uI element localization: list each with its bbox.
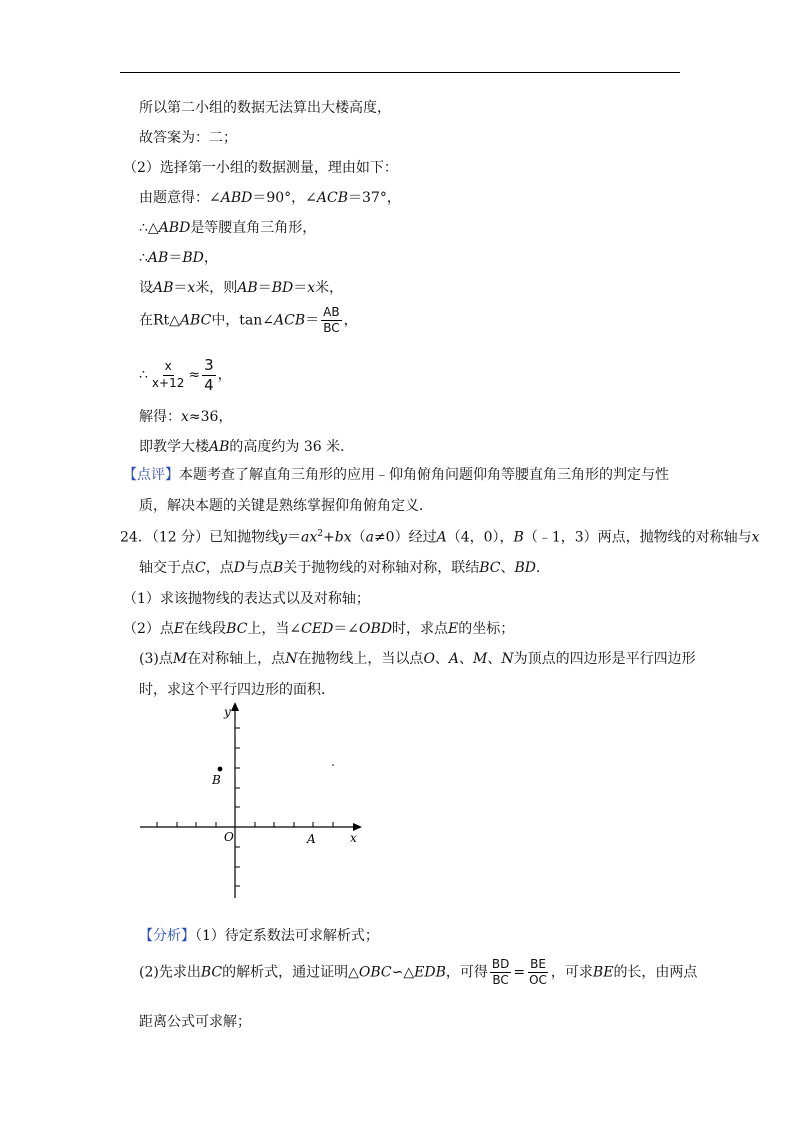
text-line-7: 设AB＝x米，则AB＝BD＝x米， (139, 280, 344, 296)
question-line-1: 24．（12 分）已知抛物线$y=ax^2+bx(a\ne 0)$经过A（4，0），B（﹣1，3）两点，抛物线的对称轴与x (120, 529, 760, 546)
fraction-be-oc: $\frac{BE}{OC}$ (529, 957, 547, 988)
origin-label: O (224, 830, 234, 844)
text-line-13: 质，解决本题的关键是熟练掌握仰角俯角定义． (139, 498, 433, 514)
comment-tag: 【点评】 (123, 467, 179, 483)
question-number: 24． (120, 529, 152, 546)
text-line-11: 即教学大楼AB的高度约为 36 米． (139, 439, 355, 455)
coordinate-graph (138, 700, 368, 900)
text-line-5: ∴△ABD是等腰直角三角形， (139, 220, 317, 236)
question-line-5: (3)点M在对称轴上，点N在抛物线上，当以点O、A、M、N为顶点的四边形是平行四边形 (139, 651, 696, 667)
fraction-3-over-4: $\frac{3}{4}$ (204, 356, 214, 394)
stray-dot (332, 764, 334, 766)
point-b (218, 767, 223, 772)
text-line-12: 【点评】本题考查了解直角三角形的应用﹣仰角俯角问题仰角等腰直角三角形的判定与性 (123, 467, 669, 483)
analysis-tag: 【分析】 (139, 928, 195, 944)
header-rule (120, 72, 680, 73)
question-line-4: （2）点E在线段BC上，当∠CED＝∠OBD时，求点E的坐标； (123, 621, 515, 637)
x-ticks (157, 822, 333, 827)
text-line-2: 故答案为：二； (139, 130, 237, 146)
point-b-label: B (212, 773, 221, 787)
text-line-6: ∴AB＝BD， (139, 250, 218, 266)
point-a-label: A (307, 832, 316, 846)
x-axis-arrow (353, 823, 362, 831)
analysis-line-3: 距离公式可求解； (139, 1014, 251, 1030)
question-line-6: 时，求这个平行四边形的面积． (139, 682, 335, 698)
text-line-10: 解得：x≈36， (139, 409, 233, 425)
text-line-1: 所以第二小组的数据无法算出大楼高度， (139, 100, 391, 116)
question-line-3: （1）求该抛物线的表达式以及对称轴； (123, 591, 370, 607)
y-axis-arrow (231, 702, 239, 711)
fraction-x-over-x12: $\frac{x}{x+12}$ (151, 359, 185, 390)
x-axis-label: x (350, 831, 357, 845)
text-line-9: ∴ $\frac{x}{x+12}$ ≈ $\frac{3}{4}$ ， (139, 356, 232, 394)
text-line-8: 在Rt△ABC中，tan∠ACB＝ $\frac{AB}{BC}$ ， (139, 305, 358, 336)
text-line-4: 由题意得：∠ABD＝90°，∠ACB＝37°， (139, 190, 401, 206)
text-line-3: （2）选择第一小组的数据测量，理由如下： (123, 160, 398, 176)
analysis-line-1: 【分析】（1）待定系数法可求解析式； (139, 928, 379, 944)
analysis-line-2: (2)先求出BC的解析式，通过证明△OBC∽△EDB，可得 $\frac{BD}{BC}$ = $\frac{BE}{OC}$ ，可求BE的长，由两点 (139, 957, 698, 988)
fraction-bd-bc: $\frac{BD}{BC}$ (491, 957, 510, 988)
fraction-ab-bc: $\frac{AB}{BC}$ (323, 305, 340, 336)
y-axis-label: y (224, 705, 231, 719)
question-line-2: 轴交于点C，点D与点B关于抛物线的对称轴对称，联结BC、BD． (139, 560, 551, 576)
y-ticks (235, 728, 240, 886)
